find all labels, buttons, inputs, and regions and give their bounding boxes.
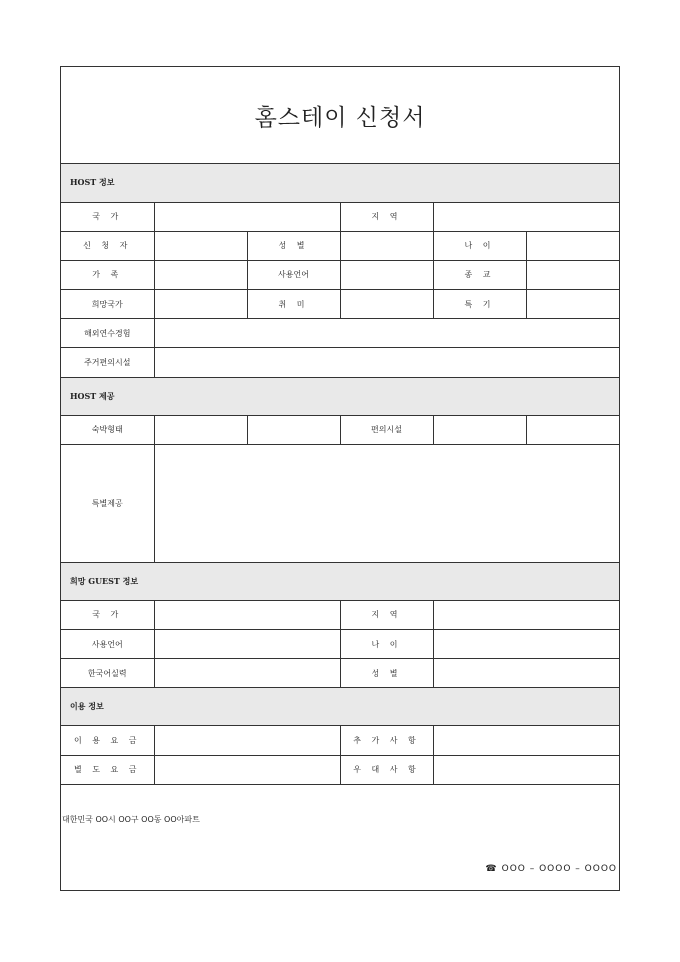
label-convenience: 편의시설 [340, 415, 433, 444]
label-specialty: 특 기 [433, 290, 526, 319]
field-applicant[interactable] [154, 231, 247, 260]
section-usage-info: 이용 정보 [61, 688, 619, 726]
field-host-country[interactable] [154, 202, 340, 231]
label-guest-gender: 성 별 [340, 659, 433, 688]
label-separate-fee: 별 도 요 금 [61, 755, 154, 784]
section-host-info: HOST 정보 [61, 164, 619, 202]
field-guest-gender[interactable] [433, 659, 619, 688]
field-hobby[interactable] [340, 290, 433, 319]
field-religion[interactable] [526, 260, 619, 289]
field-guest-language[interactable] [154, 630, 340, 659]
field-separate-fee[interactable] [154, 755, 340, 784]
section-guest-info: 희망 GUEST 정보 [61, 562, 619, 600]
label-fee: 이 용 요 금 [61, 726, 154, 755]
field-specialty[interactable] [526, 290, 619, 319]
form-title: 홈스테이 신청서 [61, 67, 619, 164]
field-guest-country[interactable] [154, 600, 340, 629]
label-guest-country: 국 가 [61, 600, 154, 629]
label-guest-age: 나 이 [340, 630, 433, 659]
label-guest-language: 사용언어 [61, 630, 154, 659]
field-convenience-1[interactable] [433, 415, 526, 444]
field-guest-region[interactable] [433, 600, 619, 629]
field-accommodation-type-2[interactable] [247, 415, 340, 444]
form-footer [61, 797, 619, 892]
label-accommodation-type: 숙박형태 [61, 415, 154, 444]
field-overseas-training[interactable] [154, 319, 619, 348]
field-korean-skill[interactable] [154, 659, 340, 688]
label-guest-region: 지 역 [340, 600, 433, 629]
field-family[interactable] [154, 260, 247, 289]
field-host-age[interactable] [526, 231, 619, 260]
label-family: 가 족 [61, 260, 154, 289]
field-host-language[interactable] [340, 260, 433, 289]
field-host-region[interactable] [433, 202, 619, 231]
label-host-country: 국 가 [61, 202, 154, 231]
label-additional: 추 가 사 항 [340, 726, 433, 755]
field-additional[interactable] [433, 726, 619, 755]
form-table [61, 164, 619, 785]
label-religion: 종 교 [433, 260, 526, 289]
homestay-application-form [60, 66, 620, 891]
footer-address: 대한민국 OO시 OO구 OO동 OO아파트 [62, 815, 200, 824]
label-hobby: 취 미 [247, 290, 340, 319]
label-residential-facilities: 주거편의시설 [61, 348, 154, 377]
field-special-provision[interactable] [154, 444, 619, 562]
field-residential-facilities[interactable] [154, 348, 619, 377]
footer-phone-number: OOO – OOOO – OOOO [501, 864, 617, 874]
label-host-age: 나 이 [433, 231, 526, 260]
field-special-terms[interactable] [433, 755, 619, 784]
field-guest-age[interactable] [433, 630, 619, 659]
field-accommodation-type-1[interactable] [154, 415, 247, 444]
label-host-language: 사용언어 [247, 260, 340, 289]
phone-icon: ☎ [485, 864, 498, 874]
label-applicant: 신 청 자 [61, 231, 154, 260]
label-special-provision: 특별제공 [61, 444, 154, 562]
label-host-gender: 성 별 [247, 231, 340, 260]
label-desired-country: 희망국가 [61, 290, 154, 319]
field-fee[interactable] [154, 726, 340, 755]
field-desired-country[interactable] [154, 290, 247, 319]
label-host-region: 지 역 [340, 202, 433, 231]
field-convenience-2[interactable] [526, 415, 619, 444]
section-host-provide: HOST 제공 [61, 377, 619, 415]
footer-phone [485, 864, 617, 874]
field-host-gender[interactable] [340, 231, 433, 260]
label-special-terms: 우 대 사 항 [340, 755, 433, 784]
label-overseas-training: 해외연수경험 [61, 319, 154, 348]
label-korean-skill: 한국어실력 [61, 659, 154, 688]
